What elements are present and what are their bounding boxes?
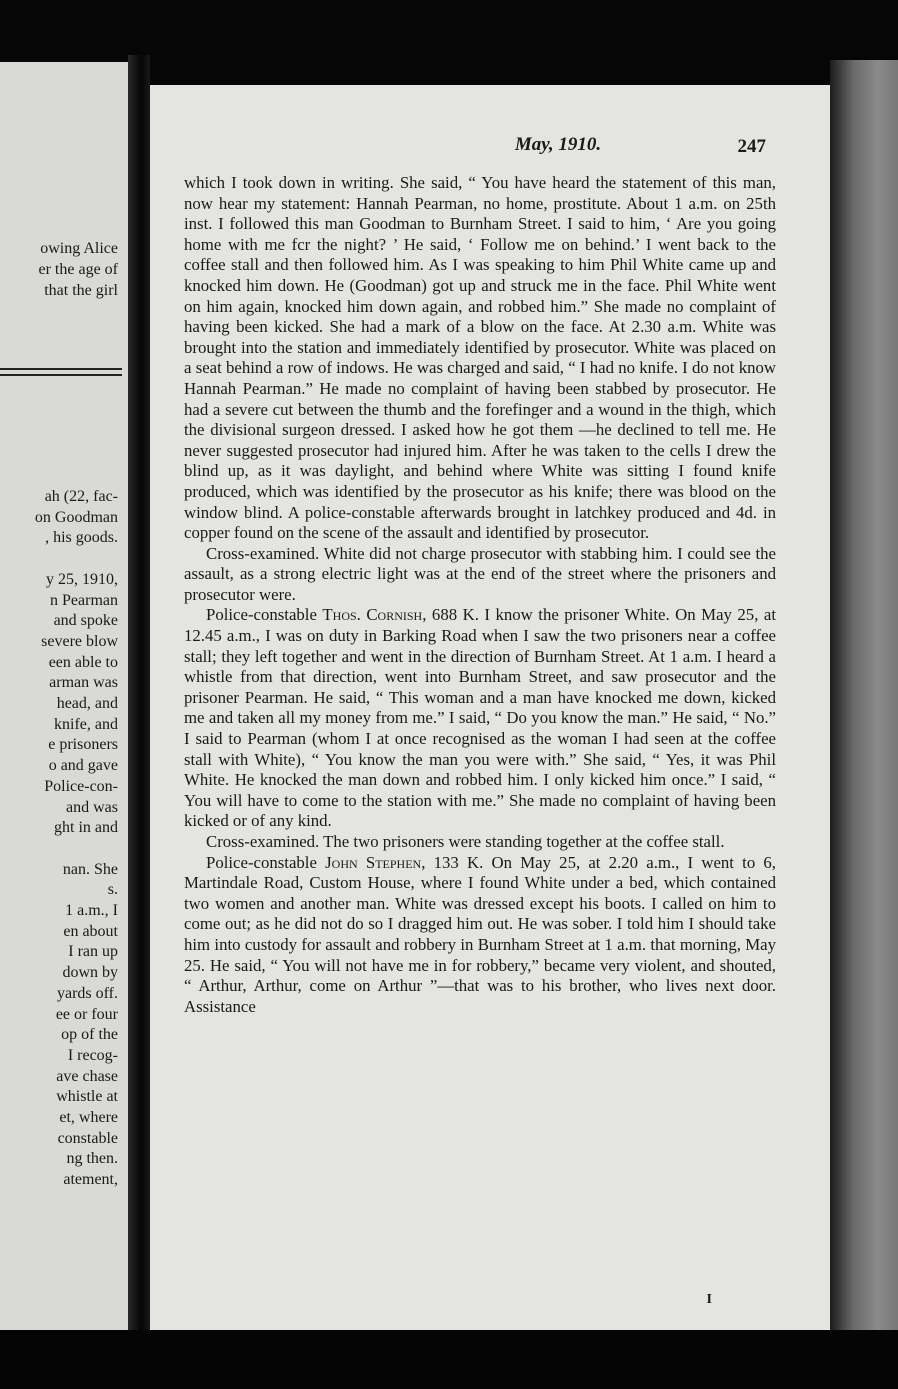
left-page-line: ng then. — [66, 1150, 118, 1168]
paragraph-prefix: Police-constable — [206, 852, 326, 872]
left-page-rule — [0, 374, 122, 376]
left-page-line: s. — [107, 881, 118, 899]
left-page-line: ave chase — [56, 1067, 118, 1085]
left-page-line: yards off. — [56, 984, 118, 1002]
paragraph: Cross-examined. White did not charge prosecutor with stabbing him. I could see the assault, as a strong electric light was at the end of the street where the prisoners and prosecutor were. — [184, 543, 776, 604]
left-page-line: on Goodman — [34, 508, 118, 526]
left-page — [0, 62, 128, 1330]
left-page-line: knife, and — [54, 715, 118, 733]
left-page-line: severe blow — [41, 632, 118, 650]
left-page-line: head, and — [56, 695, 118, 712]
left-page-line: ee or four — [55, 1005, 118, 1023]
paragraph — [184, 853, 776, 1018]
left-page-line: een able to — [48, 653, 118, 671]
witness-name: Thos. Cornish — [322, 605, 423, 625]
left-page-line: Police-con- — [44, 777, 118, 795]
left-page-line: er the age of — [38, 261, 118, 278]
paragraph — [184, 605, 776, 832]
left-page-line: e prisoners — [48, 736, 118, 754]
paragraph: Cross-examined. The two prisoners were standing together at the coffee stall. — [206, 832, 725, 851]
signature-mark: I — [706, 1292, 712, 1307]
left-page-line: ah (22, fac- — [44, 488, 118, 505]
left-page-line: et, where — [59, 1109, 118, 1126]
left-page-line: constable — [57, 1129, 118, 1147]
left-page-line: owing Alice — [40, 240, 118, 257]
left-page-line: I ran up — [68, 943, 118, 961]
left-page-line: o and gave — [48, 757, 118, 775]
book-gutter — [128, 55, 150, 1355]
left-page-line: ght in and — [54, 819, 118, 837]
left-page-line: arman was — [49, 674, 118, 692]
running-header-date: May, 1910. — [514, 134, 602, 155]
right-page-edge — [830, 60, 898, 1389]
left-page-line: , his goods. — [45, 529, 118, 547]
paragraph-text: , 688 K. I know the prisoner White. On May 25, at 12.45 a.m., I was on duty in Barking Road when I saw the two prisoners near a coffee stall; they left together and went in the direction of Burnham Street. At 1 a.m. I heard a whistle from that direction, went into Burnham Street, and saw prosecutor and the prisoner Pearman. He said, “ This woman and a man have knocked me down, kicked me and taken all my money from me.” I said, “ Do you know the man.” He said, “ No.” I said to Pearman (whom I at once recognised as the woman I had seen at the coffee stall with White), “ You know the man you were with.” She said, “ Yes, it was Phil White. He knocked the man down and robbed him. I only kicked him once.” I said, “ You will have to come to the station with me.” She made no complaint of having been kicked or of any kind. — [184, 605, 777, 831]
left-page-line: 1 a.m., I — [65, 902, 118, 919]
witness-name: John Stephen — [325, 852, 422, 872]
left-page-line: n Pearman — [50, 591, 118, 609]
left-page-line: op of the — [61, 1026, 118, 1044]
page-body — [184, 173, 776, 1017]
page-number: 247 — [737, 136, 766, 157]
paragraph-text: , 133 K. On May 25, at 2.20 a.m., I went to 6, Martindale Road, Custom House, where I found White under a bed, which contained two women and another man. White was dressed except his boots. I called on him to come out; as he did not do so I dragged him out. He was sober. I told him I should take him into custody for assault and robbery in Burnham Street at 1 a.m. that morning, May 25. He said, “ You will not have me in for robbery,” became very violent, and shouted, “ Arthur, Arthur, come on Arthur ”—that was to his brother, who lives next door. Assistance — [184, 852, 777, 1016]
left-page-line: en about — [63, 922, 118, 940]
left-page-line: atement, — [63, 1171, 118, 1189]
paragraph: which I took down in writing. She said, “ You have heard the statement of this man, now hear my statement: Hannah Pearman, no home, prostitute. About 1 a.m. on 25th inst. I followed this man Goodman to Burnham Street. I said to him, ‘ Are you going home with me fcr the night? ’ He said, ‘ Follow me on behind.’ I went back to the coffee stall and then followed him. As I was speaking to him Phil White came up and knocked him down. He (Goodman) got up and struck me in the face. Phil White went on him again, knocked him down again, and robbed him.” She made no complaint of having been kicked. She had a mark of a blow on the face. At 2.30 a.m. White was brought into the station and immediately identified by prosecutor. White was placed on a seat behind a row of indows. He was charged and said, “ I had no knife. I do not know Hannah Pearman.” He made no complaint of having been stabbed by prosecutor. He had a severe cut between the thumb and the forefinger and a wound in the thigh, which the divisional surgeon dressed. I asked how he got them —he declined to tell me. He never suggested prosecutor had injured him. After he was taken to the cells I drew the blind up, as it was daylight, and behind where White was sitting I found knife produced, which was identified by the prosecutor as his knife; there was blood on the window blind. A police-constable afterwards brought in latchkey produced and 4d. in copper found on the scene of the assault and identified by prosecutor. — [184, 173, 776, 543]
left-page-rule — [0, 368, 122, 370]
left-page-line: down by — [62, 964, 118, 982]
left-page-line: whistle at — [56, 1088, 118, 1106]
main-page — [150, 85, 830, 1330]
left-page-line: I recog- — [67, 1046, 118, 1064]
left-page-line: and spoke — [53, 612, 118, 630]
bottom-shadow — [0, 1330, 898, 1389]
left-page-line: nan. She — [62, 860, 118, 878]
left-page-line: and was — [66, 798, 118, 816]
left-page-line: that the girl — [44, 282, 118, 299]
left-page-line: y 25, 1910, — [46, 570, 118, 588]
paragraph-prefix: Police-constable — [206, 605, 323, 625]
